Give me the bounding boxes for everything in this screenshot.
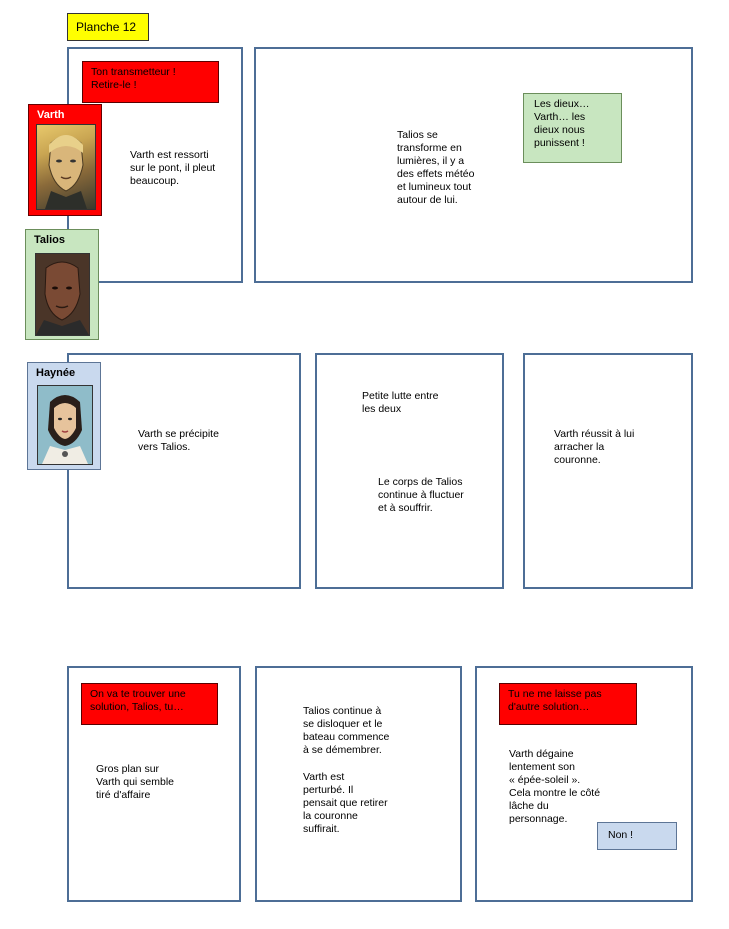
page-label-text: Planche 12: [76, 20, 137, 34]
row3-panel3-text: Varth dégaine lentement son « épée-soleil ». Cela montre le côté lâche du personnage.: [509, 748, 601, 825]
row1-panel1-text: Varth est ressorti sur le pont, il pleut beaucoup.: [130, 149, 216, 187]
row2-panel1-text: Varth se précipite vers Talios.: [138, 428, 219, 453]
row3-panel1-bubble: On va te trouver une solution, Talios, tu…: [81, 683, 218, 725]
character-tag-talios: [25, 229, 99, 340]
row2-panel1: [67, 353, 301, 589]
row2-panel2: [315, 353, 504, 589]
row3-panel3-bubble: Tu ne me laisse pas d'autre solution…: [499, 683, 637, 725]
row2-panel3: [523, 353, 693, 589]
character-name-haynee: Haynée: [36, 367, 76, 379]
row2-panel3-text: Varth réussit à lui arracher la couronne.: [554, 428, 635, 466]
talios-portrait: [35, 253, 90, 336]
row3-panel1-text: Gros plan sur Varth qui semble tiré d'affaire: [96, 763, 175, 801]
row2-panel2-text-top: Petite lutte entre les deux: [362, 390, 439, 415]
character-tag-varth: [28, 104, 102, 216]
character-name-varth: Varth: [37, 109, 65, 121]
row3-panel2-text-bottom: Varth est perturbé. Il pensait que retirer la couronne suffirait.: [303, 771, 388, 835]
page-label: [67, 13, 149, 41]
row3-panel2-text-top: Talios continue à se disloquer et le bateau commence à se démembrer.: [303, 705, 390, 756]
row1-panel1-bubble: Ton transmetteur ! Retire-le !: [82, 61, 219, 103]
row1-panel2-text: Talios se transforme en lumières, il y a des effets météo et lumineux tout autour de lui.: [397, 129, 475, 206]
character-tag-haynee: [27, 362, 101, 470]
row1-panel2-bubble: Les dieux… Varth… les dieux nous punissent !: [523, 93, 622, 163]
row2-panel2-text-bottom: Le corps de Talios continue à fluctuer et à souffrir.: [378, 476, 464, 514]
row3-panel3-bubble-small: Non !: [597, 822, 677, 850]
varth-portrait: [36, 124, 96, 210]
haynee-portrait: [37, 385, 93, 465]
character-name-talios: Talios: [34, 234, 65, 246]
